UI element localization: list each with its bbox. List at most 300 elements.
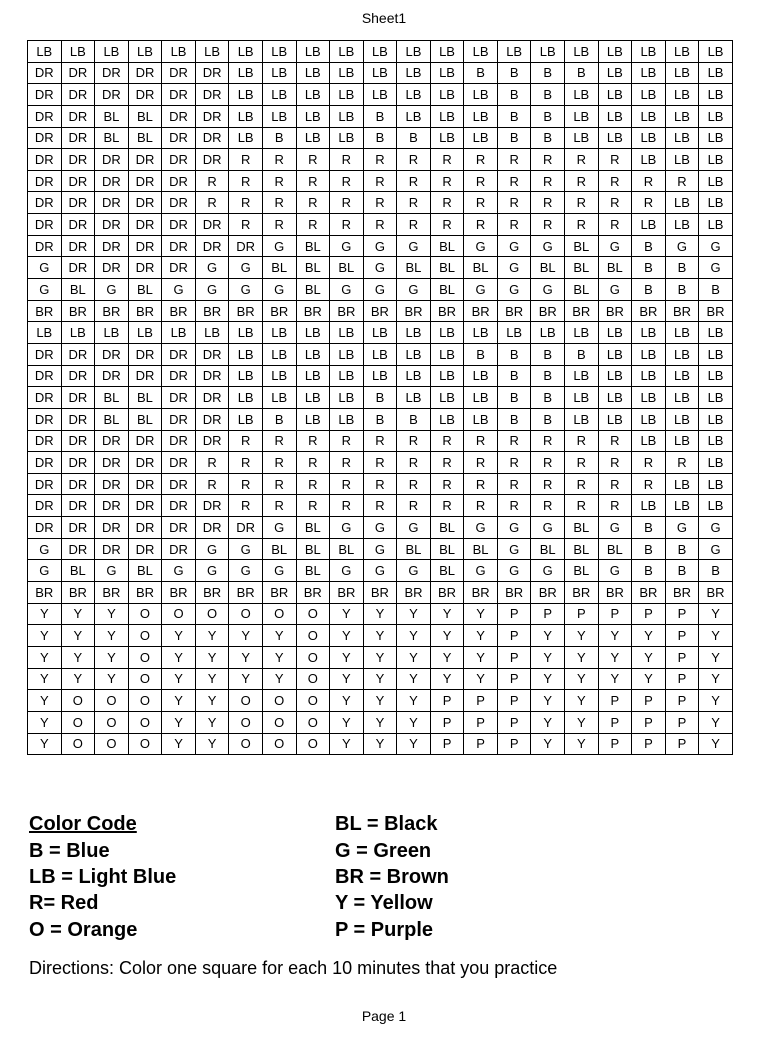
- grid-cell: Y: [363, 625, 397, 647]
- grid-cell: DR: [195, 365, 229, 387]
- grid-row: [28, 473, 733, 495]
- grid-cell: LB: [565, 84, 599, 106]
- grid-cell: BL: [598, 538, 632, 560]
- grid-cell: R: [565, 473, 599, 495]
- grid-cell: BR: [95, 300, 129, 322]
- grid-cell: BL: [531, 257, 565, 279]
- grid-cell: LB: [699, 387, 733, 409]
- grid-cell: DR: [162, 62, 196, 84]
- grid-cell: LB: [330, 408, 364, 430]
- grid-cell: Y: [330, 668, 364, 690]
- grid-cell: DR: [162, 257, 196, 279]
- grid-cell: DR: [61, 473, 95, 495]
- grid-cell: G: [229, 538, 263, 560]
- grid-cell: LB: [195, 322, 229, 344]
- grid-cell: Y: [28, 603, 62, 625]
- grid-cell: DR: [195, 517, 229, 539]
- grid-cell: DR: [95, 430, 129, 452]
- grid-cell: DR: [128, 235, 162, 257]
- grid-cell: R: [598, 430, 632, 452]
- grid-cell: LB: [128, 41, 162, 63]
- grid-cell: BR: [296, 300, 330, 322]
- grid-cell: G: [497, 560, 531, 582]
- grid-cell: Y: [531, 625, 565, 647]
- grid-cell: R: [565, 192, 599, 214]
- grid-cell: B: [531, 387, 565, 409]
- grid-cell: DR: [162, 149, 196, 171]
- grid-cell: R: [531, 430, 565, 452]
- grid-cell: LB: [430, 84, 464, 106]
- grid-cell: B: [497, 408, 531, 430]
- grid-cell: R: [229, 430, 263, 452]
- grid-cell: LB: [363, 322, 397, 344]
- grid-cell: R: [565, 170, 599, 192]
- grid-row: [28, 300, 733, 322]
- grid-cell: P: [632, 711, 666, 733]
- grid-cell: B: [363, 127, 397, 149]
- grid-cell: O: [128, 603, 162, 625]
- grid-cell: LB: [262, 62, 296, 84]
- grid-cell: DR: [195, 495, 229, 517]
- grid-cell: Y: [565, 690, 599, 712]
- grid-cell: P: [497, 603, 531, 625]
- grid-cell: LB: [28, 322, 62, 344]
- grid-cell: R: [497, 430, 531, 452]
- grid-cell: LB: [296, 343, 330, 365]
- grid-cell: LB: [598, 387, 632, 409]
- grid-cell: LB: [430, 41, 464, 63]
- grid-cell: BL: [598, 257, 632, 279]
- grid-cell: B: [665, 538, 699, 560]
- grid-cell: O: [296, 690, 330, 712]
- grid-cell: Y: [262, 668, 296, 690]
- grid-cell: BL: [430, 279, 464, 301]
- grid-cell: B: [565, 343, 599, 365]
- grid-cell: Y: [28, 668, 62, 690]
- grid-cell: BR: [330, 582, 364, 604]
- grid-cell: R: [229, 214, 263, 236]
- grid-row: [28, 560, 733, 582]
- grid-cell: R: [430, 430, 464, 452]
- grid-cell: B: [531, 84, 565, 106]
- grid-cell: DR: [61, 408, 95, 430]
- grid-cell: LB: [632, 408, 666, 430]
- grid-cell: R: [430, 149, 464, 171]
- grid-row: [28, 430, 733, 452]
- grid-cell: DR: [128, 343, 162, 365]
- grid-cell: BL: [262, 538, 296, 560]
- grid-cell: DR: [28, 105, 62, 127]
- grid-cell: DR: [61, 257, 95, 279]
- grid-row: [28, 690, 733, 712]
- grid-cell: LB: [397, 322, 431, 344]
- grid-cell: DR: [28, 84, 62, 106]
- grid-cell: Y: [565, 711, 599, 733]
- grid-cell: Y: [699, 733, 733, 755]
- grid-cell: B: [531, 408, 565, 430]
- legend-item-purple: P = Purple: [335, 919, 434, 941]
- grid-cell: DR: [95, 452, 129, 474]
- grid-cell: P: [565, 603, 599, 625]
- grid-cell: G: [363, 279, 397, 301]
- grid-cell: G: [699, 538, 733, 560]
- grid-cell: LB: [464, 365, 498, 387]
- grid-cell: LB: [363, 84, 397, 106]
- grid-cell: B: [363, 105, 397, 127]
- grid-cell: DR: [61, 452, 95, 474]
- grid-cell: B: [464, 343, 498, 365]
- grid-cell: G: [598, 560, 632, 582]
- grid-cell: LB: [397, 365, 431, 387]
- grid-cell: Y: [699, 646, 733, 668]
- grid-cell: R: [397, 495, 431, 517]
- grid-cell: LB: [262, 387, 296, 409]
- grid-cell: Y: [464, 646, 498, 668]
- grid-cell: DR: [95, 149, 129, 171]
- grid-cell: G: [531, 235, 565, 257]
- grid-cell: LB: [330, 127, 364, 149]
- grid-cell: LB: [497, 322, 531, 344]
- grid-cell: B: [632, 257, 666, 279]
- legend-item-black: BL = Black: [335, 813, 438, 835]
- grid-cell: P: [497, 690, 531, 712]
- grid-cell: DR: [28, 452, 62, 474]
- grid-cell: O: [296, 646, 330, 668]
- color-code-grid: [27, 40, 733, 755]
- grid-row: [28, 495, 733, 517]
- grid-cell: R: [430, 192, 464, 214]
- grid-cell: LB: [262, 343, 296, 365]
- grid-cell: LB: [430, 365, 464, 387]
- grid-cell: G: [229, 257, 263, 279]
- grid-cell: LB: [699, 365, 733, 387]
- grid-cell: LB: [565, 365, 599, 387]
- grid-cell: G: [363, 538, 397, 560]
- grid-cell: BL: [330, 538, 364, 560]
- grid-cell: DR: [61, 538, 95, 560]
- grid-cell: LB: [229, 322, 263, 344]
- legend-title: Color Code: [29, 813, 137, 835]
- grid-cell: Y: [195, 668, 229, 690]
- grid-cell: LB: [262, 322, 296, 344]
- grid-cell: G: [497, 235, 531, 257]
- grid-row: [28, 517, 733, 539]
- grid-cell: Y: [397, 668, 431, 690]
- grid-cell: O: [262, 690, 296, 712]
- grid-cell: P: [632, 690, 666, 712]
- grid-cell: P: [665, 646, 699, 668]
- grid-cell: R: [330, 495, 364, 517]
- grid-cell: DR: [128, 192, 162, 214]
- grid-cell: G: [95, 560, 129, 582]
- grid-cell: BL: [128, 387, 162, 409]
- grid-cell: R: [262, 430, 296, 452]
- grid-cell: BR: [598, 300, 632, 322]
- grid-cell: LB: [397, 41, 431, 63]
- grid-cell: B: [262, 408, 296, 430]
- grid-cell: LB: [162, 322, 196, 344]
- grid-cell: P: [497, 711, 531, 733]
- sheet-title: Sheet1: [361, 10, 407, 26]
- grid-cell: LB: [262, 365, 296, 387]
- grid-cell: BL: [296, 517, 330, 539]
- grid-row: [28, 127, 733, 149]
- grid-cell: BR: [95, 582, 129, 604]
- grid-cell: LB: [229, 408, 263, 430]
- grid-cell: DR: [28, 430, 62, 452]
- grid-cell: R: [497, 473, 531, 495]
- grid-cell: B: [397, 127, 431, 149]
- grid-cell: R: [229, 473, 263, 495]
- grid-cell: LB: [565, 41, 599, 63]
- grid-cell: G: [531, 279, 565, 301]
- grid-cell: Y: [397, 603, 431, 625]
- grid-row: [28, 214, 733, 236]
- grid-cell: O: [61, 711, 95, 733]
- grid-cell: LB: [61, 322, 95, 344]
- grid-cell: R: [598, 495, 632, 517]
- grid-cell: BR: [28, 300, 62, 322]
- grid-cell: DR: [61, 430, 95, 452]
- grid-cell: O: [95, 690, 129, 712]
- grid-cell: LB: [430, 322, 464, 344]
- grid-cell: BR: [296, 582, 330, 604]
- grid-cell: DR: [162, 170, 196, 192]
- grid-row: [28, 668, 733, 690]
- grid-cell: G: [262, 517, 296, 539]
- grid-cell: LB: [699, 84, 733, 106]
- grid-cell: BR: [162, 582, 196, 604]
- grid-cell: LB: [95, 322, 129, 344]
- grid-cell: B: [632, 538, 666, 560]
- grid-cell: B: [497, 62, 531, 84]
- grid-cell: DR: [162, 517, 196, 539]
- grid-cell: R: [363, 430, 397, 452]
- grid-cell: DR: [128, 473, 162, 495]
- grid-cell: LB: [330, 365, 364, 387]
- grid-cell: R: [665, 452, 699, 474]
- grid-cell: R: [497, 170, 531, 192]
- grid-cell: DR: [162, 343, 196, 365]
- grid-cell: R: [430, 170, 464, 192]
- grid-row: [28, 170, 733, 192]
- grid-cell: DR: [28, 408, 62, 430]
- grid-cell: B: [632, 517, 666, 539]
- grid-cell: BL: [430, 235, 464, 257]
- grid-cell: R: [229, 452, 263, 474]
- grid-cell: BR: [430, 582, 464, 604]
- grid-cell: LB: [531, 322, 565, 344]
- grid-cell: G: [598, 235, 632, 257]
- grid-row: [28, 84, 733, 106]
- grid-cell: DR: [162, 538, 196, 560]
- grid-cell: P: [464, 690, 498, 712]
- grid-cell: R: [262, 473, 296, 495]
- grid-cell: DR: [95, 343, 129, 365]
- grid-cell: DR: [95, 538, 129, 560]
- grid-cell: DR: [95, 62, 129, 84]
- grid-cell: DR: [195, 235, 229, 257]
- grid-cell: R: [397, 192, 431, 214]
- grid-cell: LB: [699, 473, 733, 495]
- grid-cell: BR: [195, 582, 229, 604]
- grid-cell: O: [262, 603, 296, 625]
- grid-cell: B: [632, 560, 666, 582]
- grid-cell: P: [665, 733, 699, 755]
- grid-cell: Y: [565, 625, 599, 647]
- grid-cell: R: [195, 170, 229, 192]
- grid-cell: DR: [195, 387, 229, 409]
- grid-cell: LB: [565, 408, 599, 430]
- grid-cell: DR: [95, 473, 129, 495]
- grid-cell: LB: [296, 408, 330, 430]
- grid-cell: G: [195, 257, 229, 279]
- grid-cell: R: [531, 473, 565, 495]
- grid-cell: LB: [699, 62, 733, 84]
- grid-row: [28, 452, 733, 474]
- grid-cell: LB: [565, 322, 599, 344]
- grid-cell: BL: [95, 105, 129, 127]
- grid-cell: LB: [464, 41, 498, 63]
- grid-cell: R: [262, 214, 296, 236]
- grid-cell: Y: [565, 733, 599, 755]
- grid-cell: Y: [162, 668, 196, 690]
- grid-cell: BL: [565, 257, 599, 279]
- grid-cell: DR: [128, 257, 162, 279]
- grid-cell: O: [296, 603, 330, 625]
- grid-cell: R: [565, 430, 599, 452]
- grid-cell: G: [195, 538, 229, 560]
- grid-cell: B: [531, 62, 565, 84]
- grid-cell: DR: [61, 495, 95, 517]
- grid-cell: R: [397, 430, 431, 452]
- grid-cell: Y: [162, 646, 196, 668]
- grid-cell: DR: [28, 149, 62, 171]
- grid-cell: Y: [162, 733, 196, 755]
- grid-cell: LB: [195, 41, 229, 63]
- grid-cell: G: [598, 279, 632, 301]
- grid-cell: B: [632, 235, 666, 257]
- grid-cell: G: [464, 279, 498, 301]
- grid-cell: G: [162, 560, 196, 582]
- grid-cell: G: [229, 279, 263, 301]
- grid-cell: DR: [162, 452, 196, 474]
- grid-cell: G: [162, 279, 196, 301]
- grid-cell: LB: [229, 84, 263, 106]
- grid-cell: DR: [128, 538, 162, 560]
- grid-cell: G: [699, 257, 733, 279]
- grid-cell: BR: [565, 582, 599, 604]
- grid-cell: R: [330, 192, 364, 214]
- grid-cell: B: [531, 127, 565, 149]
- grid-cell: BL: [565, 235, 599, 257]
- grid-cell: DR: [28, 343, 62, 365]
- grid-cell: Y: [430, 603, 464, 625]
- grid-cell: LB: [598, 84, 632, 106]
- grid-cell: G: [262, 560, 296, 582]
- grid-cell: LB: [397, 343, 431, 365]
- grid-cell: G: [195, 560, 229, 582]
- grid-cell: BR: [28, 582, 62, 604]
- grid-row: [28, 62, 733, 84]
- grid-cell: LB: [464, 322, 498, 344]
- grid-cell: BR: [497, 300, 531, 322]
- grid-cell: Y: [699, 711, 733, 733]
- grid-cell: LB: [229, 41, 263, 63]
- grid-cell: Y: [61, 668, 95, 690]
- grid-cell: O: [128, 690, 162, 712]
- grid-cell: DR: [28, 387, 62, 409]
- grid-cell: Y: [229, 625, 263, 647]
- grid-cell: BR: [397, 300, 431, 322]
- grid-cell: DR: [195, 408, 229, 430]
- grid-cell: O: [95, 733, 129, 755]
- grid-cell: DR: [162, 214, 196, 236]
- grid-cell: BL: [296, 538, 330, 560]
- grid-cell: DR: [162, 84, 196, 106]
- grid-row: [28, 387, 733, 409]
- grid-cell: BR: [531, 582, 565, 604]
- directions-text: Directions: Color one square for each 10 minutes that you practice: [29, 958, 558, 978]
- grid-cell: R: [598, 214, 632, 236]
- grid-cell: LB: [262, 84, 296, 106]
- grid-cell: O: [296, 733, 330, 755]
- grid-cell: LB: [430, 127, 464, 149]
- grid-cell: R: [363, 452, 397, 474]
- grid-cell: LB: [497, 41, 531, 63]
- grid-cell: G: [464, 517, 498, 539]
- grid-cell: R: [195, 473, 229, 495]
- grid-cell: Y: [195, 625, 229, 647]
- grid-cell: DR: [28, 62, 62, 84]
- grid-cell: DR: [95, 257, 129, 279]
- grid-cell: R: [531, 192, 565, 214]
- grid-cell: BR: [632, 582, 666, 604]
- grid-cell: G: [28, 538, 62, 560]
- grid-cell: Y: [61, 603, 95, 625]
- grid-cell: BL: [296, 235, 330, 257]
- grid-row: [28, 322, 733, 344]
- grid-cell: DR: [61, 192, 95, 214]
- grid-cell: LB: [632, 322, 666, 344]
- grid-cell: DR: [61, 517, 95, 539]
- grid-cell: B: [699, 279, 733, 301]
- grid-cell: R: [296, 430, 330, 452]
- grid-cell: B: [531, 343, 565, 365]
- grid-cell: O: [262, 733, 296, 755]
- grid-cell: R: [565, 214, 599, 236]
- grid-cell: LB: [565, 387, 599, 409]
- grid-cell: R: [397, 214, 431, 236]
- grid-cell: Y: [330, 603, 364, 625]
- grid-cell: LB: [296, 105, 330, 127]
- grid-cell: Y: [363, 690, 397, 712]
- grid-cell: R: [464, 214, 498, 236]
- grid-cell: R: [330, 430, 364, 452]
- grid-cell: G: [229, 560, 263, 582]
- grid-cell: G: [363, 235, 397, 257]
- grid-cell: G: [665, 517, 699, 539]
- grid-cell: DR: [128, 149, 162, 171]
- grid-cell: DR: [128, 170, 162, 192]
- grid-cell: R: [363, 473, 397, 495]
- grid-cell: LB: [598, 322, 632, 344]
- grid-cell: DR: [128, 430, 162, 452]
- grid-cell: R: [195, 192, 229, 214]
- grid-cell: BL: [128, 105, 162, 127]
- grid-cell: LB: [598, 343, 632, 365]
- grid-cell: R: [296, 149, 330, 171]
